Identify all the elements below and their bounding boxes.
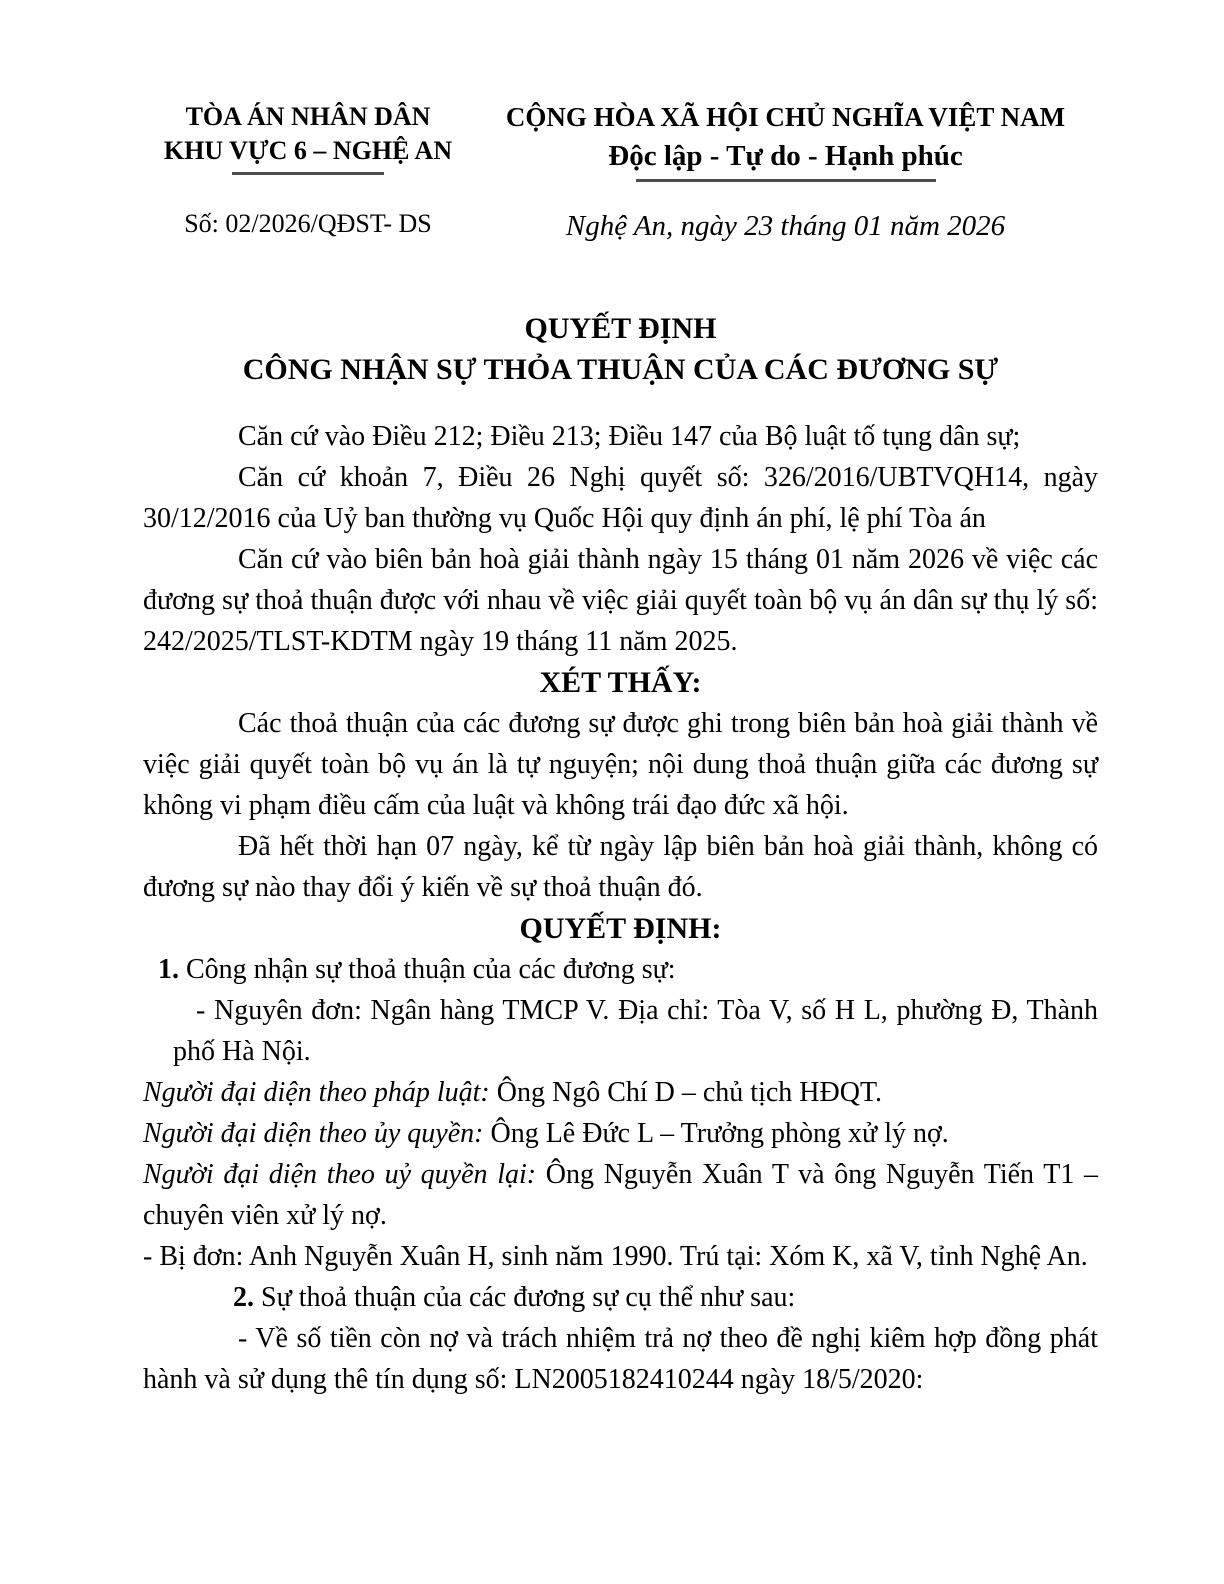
legal-rep-value: Ông Ngô Chí D – chủ tịch HĐQT. xyxy=(489,1077,882,1108)
national-header-block xyxy=(473,100,1098,244)
findings-paragraph-1: Các thoả thuận của các đương sự được ghi trong biên bản hoà giải thành về việc giải quyết toàn bộ vụ án là tự nguyện; nội dung thoả thuận giữa các đương sự không vi phạm điều cấm của luật và không trái đạo đức xã hội. xyxy=(143,708,1098,821)
decision-item-2 xyxy=(143,1277,1098,1318)
court-name-line1: TÒA ÁN NHÂN DÂN xyxy=(185,102,431,131)
document-body xyxy=(143,416,1098,1400)
decision-title-line1: QUYẾT ĐỊNH xyxy=(524,312,717,345)
decision-item-1-number: 1. xyxy=(158,954,179,985)
legal-rep-label: Người đại diện theo pháp luật: xyxy=(143,1077,490,1108)
authorized-rep-value: Ông Lê Đức L – Trưởng phòng xử lý nợ. xyxy=(483,1118,949,1149)
decision-item-1-text: Công nhận sự thoả thuận của các đương sự: xyxy=(179,954,676,985)
case-number: Số: 02/2026/QĐST- DS xyxy=(184,209,432,238)
findings-paragraph-2: Đã hết thời hạn 07 ngày, kể từ ngày lập biên bản hoà giải thành, không có đương sự nào thay đổi ý kiến về sự thoả thuận đó. xyxy=(143,831,1098,903)
preamble-paragraph-3: Căn cứ vào biên bản hoà giải thành ngày 15 tháng 01 năm 2026 về việc các đương sự thoả thuận được với nhau về việc giải quyết toàn bộ vụ án dân sự thụ lý số: 242/2025/TLST-KDTM ngày 19 tháng 11 năm 2025. xyxy=(143,544,1098,657)
decision-title xyxy=(143,308,1098,390)
authorized-rep-paragraph xyxy=(143,1113,1098,1154)
legal-rep-paragraph xyxy=(143,1072,1098,1113)
reauthorized-rep-label: Người đại diện theo uỷ quyền lại: xyxy=(143,1159,537,1190)
reauthorized-rep-value: Ông Nguyễn Xuân T và ông Nguyễn Tiến T1 – chuyên viên xử lý nợ. xyxy=(143,1159,1098,1231)
plaintiff-paragraph: - Nguyên đơn: Ngân hàng TMCP V. Địa chỉ: Tòa V, số H L, phường Đ, Thành phố Hà Nội. xyxy=(173,995,1098,1067)
decision-heading: QUYẾT ĐỊNH: xyxy=(519,912,722,945)
preamble-paragraph-2: Căn cứ khoản 7, Điều 26 Nghị quyết số: 326/2016/UBTVQH14, ngày 30/12/2016 của Uỷ ban thường vụ Quốc Hội quy định án phí, lệ phí Tòa án xyxy=(143,462,1098,534)
court-name-line2: KHU VỰC 6 – NGHỆ AN xyxy=(163,136,453,165)
decision-title-line2: CÔNG NHẬN SỰ THỎA THUẬN CỦA CÁC ĐƯƠNG SỰ xyxy=(242,353,999,386)
court-header-block xyxy=(143,100,473,241)
defendant-paragraph: - Bị đơn: Anh Nguyễn Xuân H, sinh năm 1990. Trú tại: Xóm K, xã V, tỉnh Nghệ An. xyxy=(143,1241,1088,1272)
decision-item-2-text: Sự thoả thuận của các đương sự cụ thể như sau: xyxy=(254,1282,796,1313)
reauthorized-rep-paragraph xyxy=(143,1154,1098,1236)
motto-underline xyxy=(636,179,936,182)
findings-heading: XÉT THẤY: xyxy=(539,666,702,699)
place-date-line: Nghệ An, ngày 23 tháng 01 năm 2026 xyxy=(565,210,1006,242)
authorized-rep-label: Người đại diện theo ủy quyền: xyxy=(143,1118,484,1149)
document-header xyxy=(143,100,1098,244)
preamble-paragraph-1: Căn cứ vào Điều 212; Điều 213; Điều 147 của Bộ luật tố tụng dân sự; xyxy=(238,421,1021,452)
decision-item-1 xyxy=(143,949,1098,990)
national-motto-line: Độc lập - Tự do - Hạnh phúc xyxy=(608,140,963,172)
agreement-intro-paragraph: - Về số tiền còn nợ và trách nhiệm trả nợ theo đề nghị kiêm hợp đồng phát hành và sử dụng thê tín dụng số: LN2005182410244 ngày 18/5/2020: xyxy=(143,1323,1098,1395)
court-underline xyxy=(232,172,384,175)
decision-item-2-number: 2. xyxy=(233,1282,254,1313)
national-name-line: CỘNG HÒA XÃ HỘI CHỦ NGHĨA VIỆT NAM xyxy=(505,102,1066,132)
